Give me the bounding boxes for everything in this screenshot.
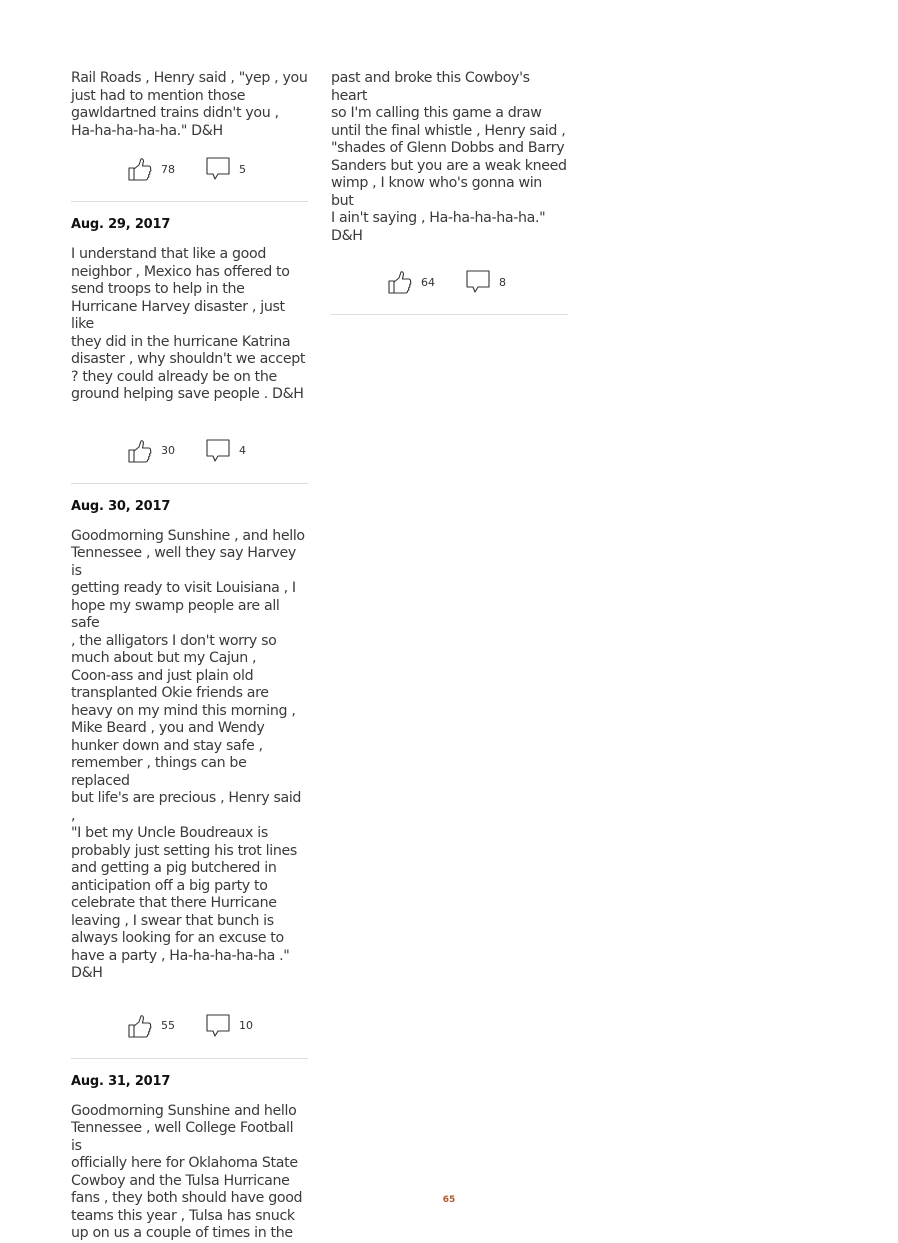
- divider: [71, 201, 308, 202]
- post-date: Aug. 30, 2017: [71, 498, 171, 514]
- comment-count: 4: [239, 444, 246, 457]
- post-meta: [71, 156, 308, 184]
- post-text: Rail Roads , Henry said , "yep , you just had to mention those gawldartned trains didn't you , Ha-ha-ha-ha-ha." D&H: [71, 70, 308, 139]
- comment-button[interactable]: [465, 269, 506, 295]
- like-button[interactable]: [387, 269, 435, 295]
- like-button[interactable]: [127, 438, 175, 464]
- like-count: 30: [161, 444, 175, 457]
- like-count: 55: [161, 1019, 175, 1032]
- post-date: Aug. 31, 2017: [71, 1073, 171, 1089]
- like-button[interactable]: [127, 1013, 175, 1039]
- speech-bubble-icon: [205, 156, 231, 182]
- post-text: Goodmorning Sunshine , and hello Tennessee , well they say Harvey is getting ready to visit Louisiana , I hope my swamp people are all safe , the alligators I don't worry so much about but my Cajun , Coon-ass and just plain old transplanted Okie friends are heavy on my mind this morning , Mike Beard , you and Wendy hunker down and stay safe , remember , things can be replaced but life's are precious , Henry said , "I bet my Uncle Boudreaux is probably just setting his trot lines and getting a pig butchered in anticipation off a big party to celebrate that there Hurricane leaving , I swear that bunch is always looking for an excuse to have a party , Ha-ha-ha-ha-ha ." D&H: [71, 527, 305, 981]
- thumbs-up-icon: [127, 1013, 153, 1039]
- post-text: I understand that like a good neighbor , Mexico has offered to send troops to help in the Hurricane Harvey disaster , just like they did in the hurricane Katrina disaster , why shouldn't we accept ? they could already be on the ground helping save people . D&H: [71, 246, 306, 402]
- left-column: [71, 70, 308, 1243]
- speech-bubble-icon: [205, 1013, 231, 1039]
- divider: [71, 1058, 308, 1059]
- post-meta: [71, 438, 308, 466]
- post-date: Aug. 29, 2017: [71, 217, 171, 232]
- post-text: past and broke this Cowboy's heart so I'm calling this game a draw until the final whistle , Henry said , "shades of Glenn Dobbs and Barry Sanders but you are a weak kneed wimp , I know who's gonna win but I ain't saying , Ha-ha-ha-ha-ha." D&H: [331, 70, 567, 244]
- like-count: 64: [421, 275, 435, 289]
- divider: [331, 314, 568, 315]
- comment-button[interactable]: [205, 438, 246, 464]
- thumbs-up-icon: [127, 438, 153, 464]
- right-column: [331, 70, 568, 315]
- divider: [71, 483, 308, 484]
- comment-count: 5: [239, 162, 246, 176]
- comment-button[interactable]: [205, 156, 246, 182]
- comment-count: 8: [499, 275, 506, 289]
- post-meta: [331, 269, 568, 297]
- speech-bubble-icon: [465, 269, 491, 295]
- thumbs-up-icon: [127, 156, 153, 182]
- page-number: 65: [442, 1195, 456, 1205]
- post-meta: [71, 1013, 308, 1041]
- speech-bubble-icon: [205, 438, 231, 464]
- like-button[interactable]: [127, 156, 175, 182]
- post-text: Goodmorning Sunshine and hello Tennessee , well College Football is officially here for Oklahoma State Cowboy and the Tulsa Hurricane fans , they both should have good teams this year , Tulsa has snuck up on us a couple of times in the: [71, 1102, 303, 1241]
- comment-count: 10: [239, 1019, 253, 1032]
- thumbs-up-icon: [387, 269, 413, 295]
- comment-button[interactable]: [205, 1013, 253, 1039]
- like-count: 78: [161, 162, 175, 176]
